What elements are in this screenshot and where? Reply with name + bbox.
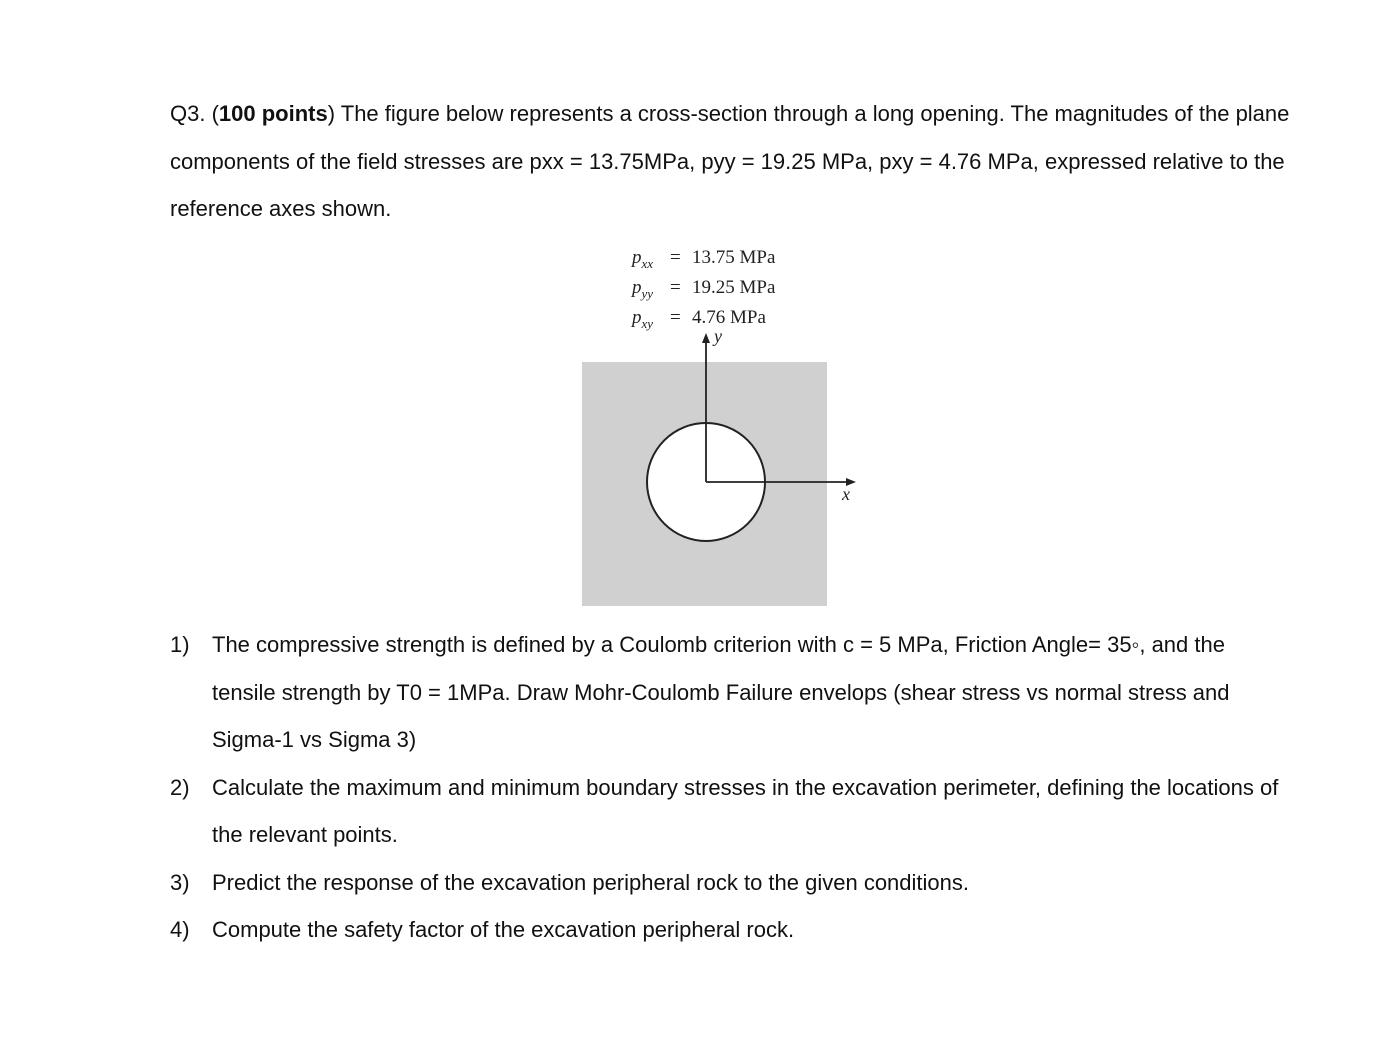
task-number: 2) xyxy=(170,774,190,800)
task-item xyxy=(170,764,1290,859)
stress-value: 4.76 MPa xyxy=(692,306,766,328)
task-number: 4) xyxy=(170,917,190,942)
y-axis-label: y xyxy=(714,326,722,346)
task-text: The compressive strength is defined by a Coulomb criterion with c = 5 MPa, Friction Angle= 35◦, and the tensile strength by T0 = 1MPa. Draw Mohr-Coulomb Failure envelops (shear stress vs normal stress and Sigma-1 vs Sigma 3) xyxy=(212,632,1230,752)
task-item xyxy=(170,906,1290,954)
task-text: Compute the safety factor of the excavation peripheral rock. xyxy=(212,917,795,942)
stress-pxx: $p_{xx}$ = 13.75 MPa xyxy=(632,247,776,271)
task-number: 3) xyxy=(170,869,190,895)
question-text xyxy=(170,90,1290,233)
x-axis-label: x xyxy=(842,484,850,504)
task-text: Calculate the maximum and minimum boundary stresses in the excavation perimeter, defining the locations of the relevant points. xyxy=(212,774,1279,847)
stress-pxy: $p_{xy}$ = 4.76 MPa xyxy=(632,306,766,331)
stress-value: 13.75 MPa xyxy=(692,247,776,268)
task-list xyxy=(170,621,1290,954)
stress-value: 19.25 MPa xyxy=(692,276,776,298)
task-number: 1) xyxy=(170,632,190,657)
question-label: Q3. ( xyxy=(170,101,219,126)
question-points: 100 points xyxy=(218,101,328,126)
task-item xyxy=(170,859,1290,907)
cross-section-figure xyxy=(560,240,890,615)
stress-pyy: $p_{yy}$ = 19.25 MPa xyxy=(632,276,776,301)
task-item xyxy=(170,621,1290,764)
field-stress-list xyxy=(632,246,775,335)
task-text: Predict the response of the excavation peripheral rock to the given conditions. xyxy=(212,869,970,895)
question-intro: ) The figure below represents a cross-section through a long opening. The magnitudes of the plane components of the field stresses are pxx = 13.75MPa, pyy = 19.25 MPa, pxy = 4.76 MPa, expressed relative to the reference axes shown. xyxy=(170,101,1290,221)
